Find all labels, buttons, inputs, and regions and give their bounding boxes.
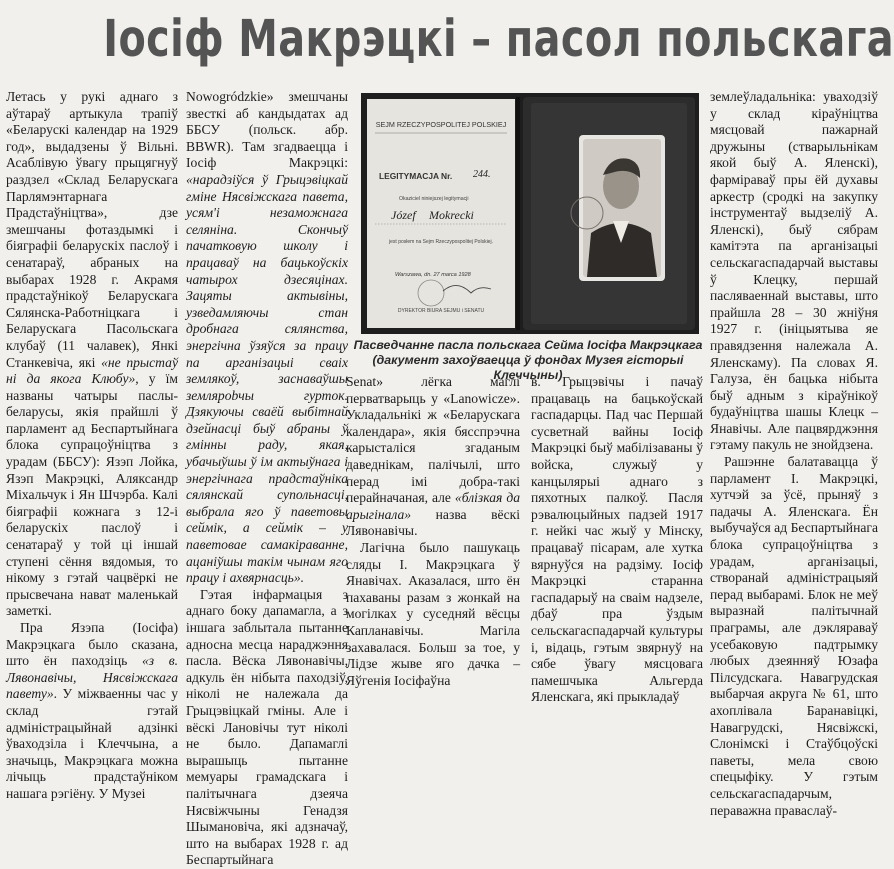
article-column-3 <box>346 374 520 688</box>
paragraph: Пра Язэпа (Іосіфа) Макрэцкага было сказана, што ён паходзіць «з в. Лявонавічы, Нясвіжскага павету». У міжваенны час у склад гэтай адміністрацыйнай адзінкі ўваходзіла і Клеччына, а значыць, Макрэцкага можна лічыць прадстаўніком нашага рэгіёну. У Музеі <box>6 620 178 801</box>
article-column-4 <box>531 374 703 705</box>
article-column-1 <box>6 89 178 801</box>
card-date: Warszawa, dn. 27 marca 1928 <box>395 272 471 278</box>
card-line-1: Okaziciel niniejszej legitymacji <box>399 196 469 202</box>
article-column-2 <box>186 89 348 868</box>
legitimation-card-photo <box>361 93 699 334</box>
card-line-3: jest posłem na Sejm Rzeczypospolitej Polskiej. <box>389 239 493 245</box>
card-last-name: Mokrecki <box>429 208 474 222</box>
headline: Іосіф Макрэцкі – пасол польскага <box>103 10 894 69</box>
card-first-name: Józef <box>391 208 416 222</box>
paragraph: Nowogródzkie» змешчаны звесткі аб кандыдатах ад ББСУ (польск. абр. BBWR). Там згадваецца і Іосіф Макрэцкі: «нарадзіўся ў Грыцэвіцкай гміне Нясвіжскага павета, усям'і незаможнага селяніна. Скончыў пачатковую школу і працаваў на бацькоўскіх чатырох дзесяцінах. Зацяты актывіны, узведамляючы стан дробнага сялянства, энергічна ўзяўся за працу па арганізацыі сваіх землякоў, заснаваўшы землярobчы гурток. Дзякуючы сваёй выбітнай дзейнасці быў абраны ў гмінны раду, якая, убачыўшы ў ім актыўнага і энергічнага прадстаўніка сялянскай супольнасці, выбрала яго ў паветовы сеймік, а сеймік – у паветовае самакіраванне, ацаніўшы такім чынам яго працу і ахвярнасць». <box>186 89 348 586</box>
paragraph: Гэтая інфармацыя з аднаго боку дапамагла, а з іншага заблытала пытанне адносна месца нараджэння пасла. Вёска Лявонавічы, адкуль ён нібыта паходзіў, ніколі не належала да Грыцэвіцкай гміны. Але і вёскі Лановічы тут ніколі не было. Дапамаглі вырашыць пытанне мемуары грамадскага і палітычнага дзеяча Нясвіжчыны Генадзя Шымановіча, які адзначаў, што на выбарах 1928 г. ад Беспартыйнага <box>186 586 348 868</box>
paragraph: Senat» лёгка маглі перватварыць у «Lanowicze». Укладальнікі ж «Беларускага календара», якія бясспрэчна карысталіся згаданым даведнікам, палічылі, што перад імі добра-такі перайначаная, але «блізкая да арыгінала» назва вёскі Лявонавічы. <box>346 374 520 539</box>
card-title: LEGITYMACJA Nr. <box>379 171 453 181</box>
card-signature-label: DYREKTOR BIURA SEJMU i SENATU <box>397 308 485 314</box>
paragraph: Летась у рукі аднаго з аўтараў артыкула трапіў «Беларускі календар на 1929 год», выдадзены ў Вільні. Асаблівую ўвагу прыцягнуў раздзел «Склад Беларускага Парлямэнтарнага Прадстаўніцтва», дзе змешчаны фотаздымкі і біяграфіі беларускіх паслоў і сенатараў, абраных на выбарах 1928 г. Акрамя прадстаўнікоў Беларускага Сялянска-Работніцкага і Беларускага Пасольскага клубаў (11 чалавек), Янкі Станкевіча, які «не прыстаў ні да якога Клюбу», у їм названы чатыры паслы-беларусы, якія прайшлі ў парламент ад Беспартыйнага блока супрацоўніцтва з урадам (ББСУ): Язэп Лойка, Язэп Макрэцкі, Аляксандр Міхальчук і Ян Шчэрба. Калі біяграфіі кожнага з 12-і беларускіх паслоў і сенатараў у той ці іншай ступені сёння вядомыя, то нікому з гэтай чацвёркі не прысвечана нават маленькай заметкі. <box>6 89 178 619</box>
paragraph: в. Грыцэвічы і пачаў працаваць на бацькоўскай гаспадарцы. Пад час Першай сусветнай вайны Іосіф Макрэцкі быў мабілізаваны ў войска, служыў у канцылярыі аднаго з пяхотных палкоў. Пасля рэвалюцыйных падзей 1917 г. нейкі час жыў у Мінску, працаваў пісарам, але хутка вярнуўся на радзіму. Іосіф Макрэцкі старанна гаспадарыў на сваім надзеле, дбаў пра ўздым сельскагаспадарчай культуры і, відаць, гэтым звярнуў на сябе ўвагу мясцовага памешчыка Альгерда Яленскага, які прыкладаў <box>531 374 703 705</box>
paragraph: Лагічна было пашукаць сляды І. Макрэцкага ў Янавічах. Аказалася, што ён пахаваны разам з жонкай на могілках у суседняй вёсцы Капланавічы. Магіла захавалася. Больш за тое, у Лідзе жыве яго дачка – Яўгенія Іосіфаўна <box>346 539 520 688</box>
card-number: 244. <box>473 169 491 180</box>
article-column-5 <box>710 89 878 818</box>
paragraph: Рашэнне балатавацца ў парламент І. Макрэцкі, хутчэй за ўсё, прыняў з падачы А. Яленскага. Ён выбучаўся ад Беспартыйнага блока супрацоўніцтва з урадам, арганізацыі, створанай адміністрацыяй перад выбарамі. Блок не меў выразнай палітычнай праграмы, але дэкляраваў усебаковую падтрымку любых дзеянняў Юзафа Пілсудскага. Навагрудская выбарчая акруга № 61, што ахоплівала Баранавіцкі, Навагрудскі, Нясвіжскі, Слонімскі і Стаўбцоўскі паветы, мела свою спецыфіку. У гэтым сельскагаспадарчым, пераважна праваслаў- <box>710 454 878 818</box>
photo-caption: Пасведчанне пасла польскага Сейма Іосіфа Макрэцкага (дакумент захоўваецца ў фондах Музея гісторыі Клеччыны) <box>353 338 703 382</box>
card-header: SEJM RZECZYPOSPOLITEJ POLSKIEJ <box>375 120 507 129</box>
paragraph: землеўладальніка: уваходзіў у склад кіраўніцтва мясцовай пажарнай дружыны (стварыльнікам якой быў А. Яленскі), фарміраваў пры ёй духавы аркестр (сродкі на закупку інструментаў выдзеліў А. Яленскі), быў сябрам камітэта па арганізацыі сельскагаспадарчай выставы ў Клецку, першай пасляваеннай выставы, што прайшла 28 – 30 жніўня 1927 г. (ініцыятыва яе правядзення належала А. Яленскаму). Па словах Я. Галуза, ён бацька нібыта быў адным з кіраўнікоў будаўніцтва шашы Клецк – Янавічы. Але пацвярджэння гэтаму пакуль не знойдзена. <box>710 89 878 453</box>
